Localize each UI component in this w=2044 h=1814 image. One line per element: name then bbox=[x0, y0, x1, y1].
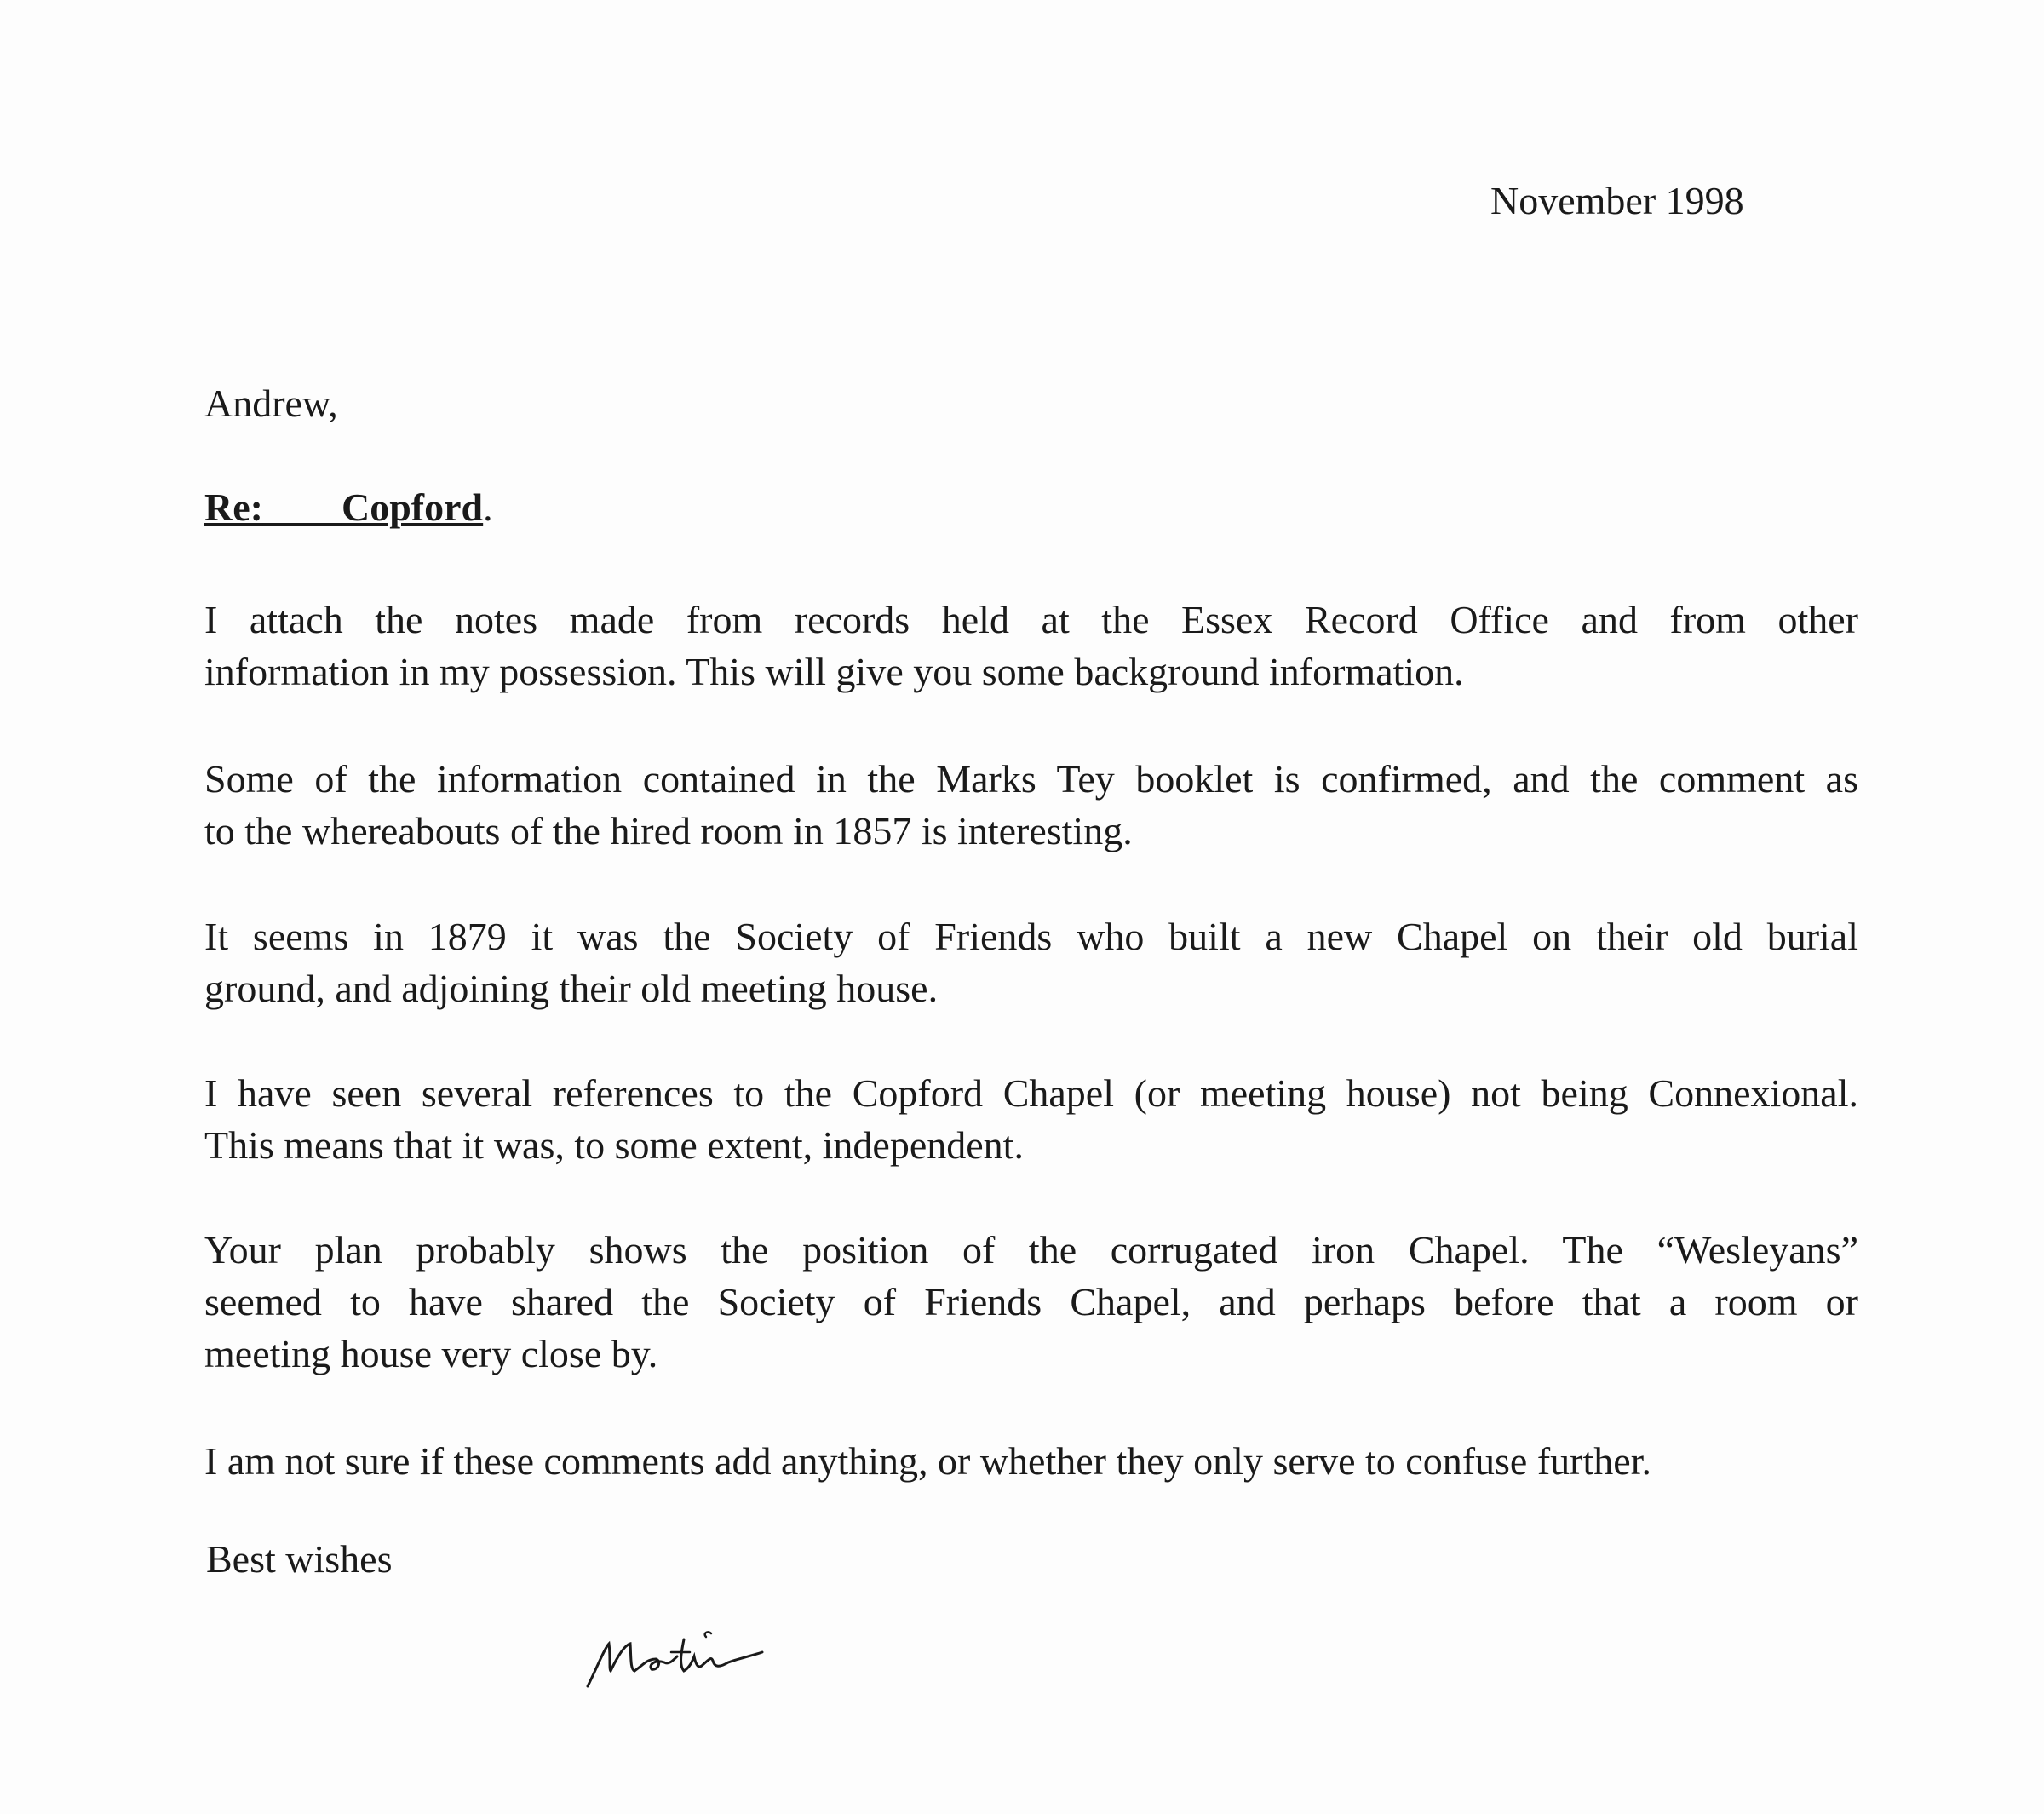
paragraph-line: to the whereabouts of the hired room in 1857 is interesting. bbox=[204, 809, 1133, 852]
salutation: Andrew, bbox=[204, 382, 338, 425]
paragraph bbox=[204, 910, 1858, 1014]
paragraph bbox=[204, 1224, 1858, 1380]
paragraph bbox=[204, 753, 1858, 857]
subject-period: . bbox=[483, 485, 493, 529]
paragraph-line: I have seen several references to the Copford Chapel (or meeting house) not being Connexional. bbox=[204, 1071, 1858, 1115]
paragraph-line: meeting house very close by. bbox=[204, 1332, 658, 1375]
subject-line bbox=[204, 481, 493, 533]
paragraph-line: seemed to have shared the Society of Friends Chapel, and perhaps before that a room or bbox=[204, 1280, 1858, 1323]
paragraph-line: This means that it was, to some extent, independent. bbox=[204, 1123, 1024, 1167]
paragraph bbox=[204, 1435, 1858, 1487]
paragraph-line: Your plan probably shows the position of the corrugated iron Chapel. The “Wesleyans” bbox=[204, 1228, 1858, 1272]
signature bbox=[583, 1618, 779, 1695]
subject-label: Re: Copford bbox=[204, 485, 484, 529]
paragraph-line: Some of the information contained in the Marks Tey booklet is confirmed, and the comment as bbox=[204, 757, 1858, 801]
paragraph-line: ground, and adjoining their old meeting house. bbox=[204, 967, 939, 1010]
paragraph-line: information in my possession. This will give you some background information. bbox=[204, 650, 1464, 693]
paragraph-line: It seems in 1879 it was the Society of Friends who built a new Chapel on their old burial bbox=[204, 915, 1858, 958]
paragraph bbox=[204, 1067, 1858, 1171]
paragraph-line: I am not sure if these comments add anything, or whether they only serve to confuse further. bbox=[204, 1439, 1651, 1483]
letter-date: November 1998 bbox=[1490, 179, 1744, 222]
closing: Best wishes bbox=[206, 1537, 393, 1581]
paragraph-line: I attach the notes made from records held at the Essex Record Office and from other bbox=[204, 598, 1858, 641]
paragraph bbox=[204, 594, 1858, 697]
